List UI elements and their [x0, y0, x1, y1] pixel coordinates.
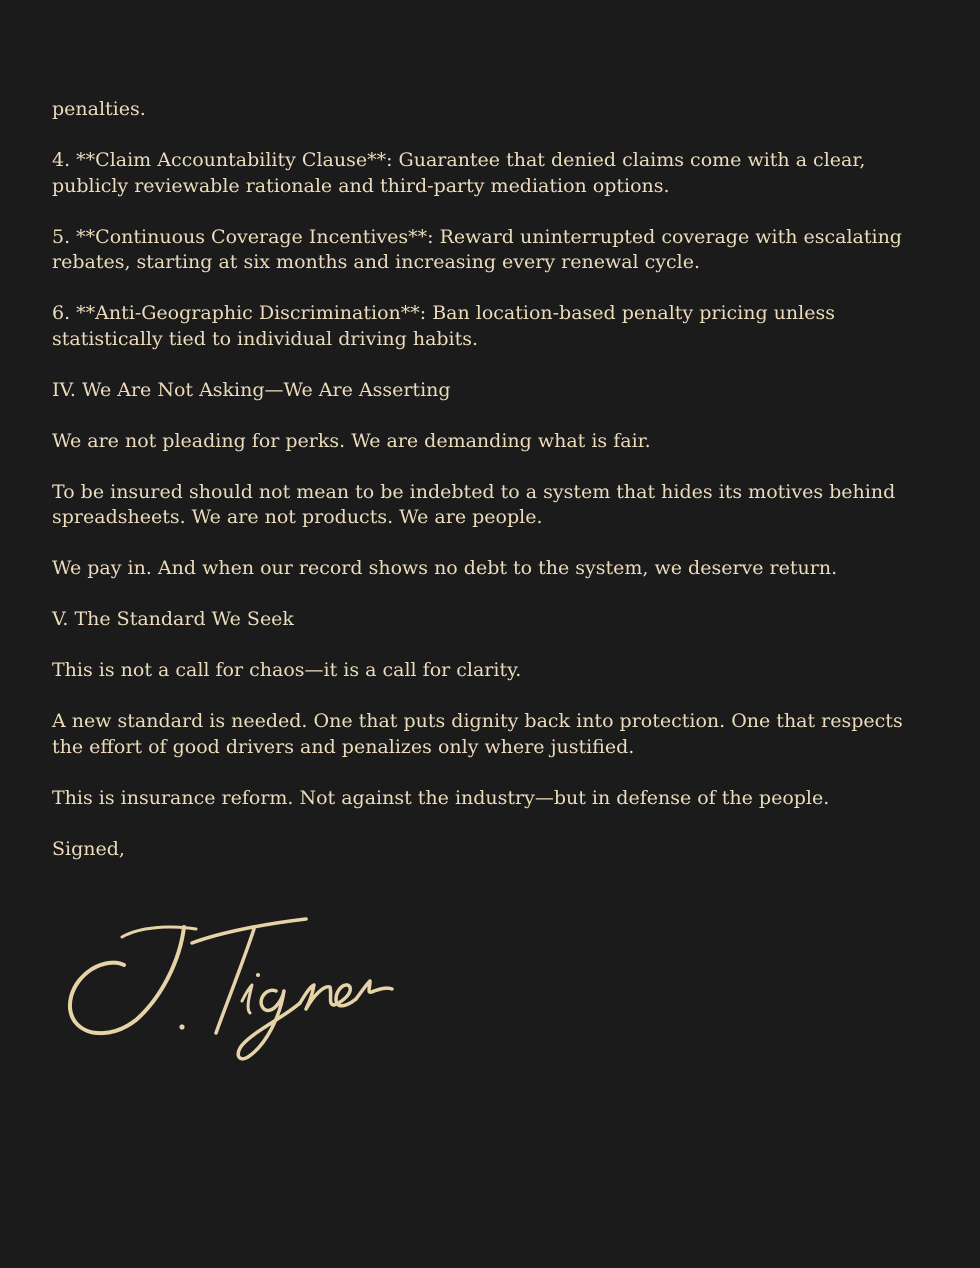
- paragraph-continuous-coverage: 5. **Continuous Coverage Incentives**: Reward uninterrupted coverage with escalating rebates, starting at six months and increasing every renewal cycle.: [52, 225, 902, 273]
- section-heading-iv: IV. We Are Not Asking—We Are Asserting: [52, 378, 451, 401]
- signed-label: Signed,: [52, 837, 125, 860]
- paragraph-anti-geographic: 6. **Anti-Geographic Discrimination**: Ban location-based penalty pricing unless statistically tied to individual driving habits.: [52, 302, 835, 350]
- paragraph-not-pleading: We are not pleading for perks. We are demanding what is fair.: [52, 429, 651, 452]
- paragraph-new-standard: A new standard is needed. One that puts dignity back into protection. One that respects the effort of good drivers and penalizes only where justified.: [52, 710, 903, 758]
- paragraph-claim-accountability: 4. **Claim Accountability Clause**: Guarantee that denied claims come with a clear, publicly reviewable rationale and third-party mediation options.: [52, 149, 866, 197]
- paragraph-we-pay-in: We pay in. And when our record shows no debt to the system, we deserve return.: [52, 557, 838, 579]
- section-heading-v: V. The Standard We Seek: [52, 608, 294, 630]
- paragraph-insured-not-indebted: To be insured should not mean to be indebted to a system that hides its motives behind spreadsheets. We are not products. We are people.: [52, 480, 896, 528]
- paragraph-not-chaos: This is not a call for chaos—it is a call for clarity.: [52, 659, 522, 681]
- handwritten-signature: [44, 905, 404, 1075]
- paragraph-insurance-reform: This is insurance reform. Not against the industry—but in defense of the people.: [52, 786, 830, 809]
- document-body: [52, 97, 932, 888]
- paragraph-penalties: penalties.: [52, 98, 146, 120]
